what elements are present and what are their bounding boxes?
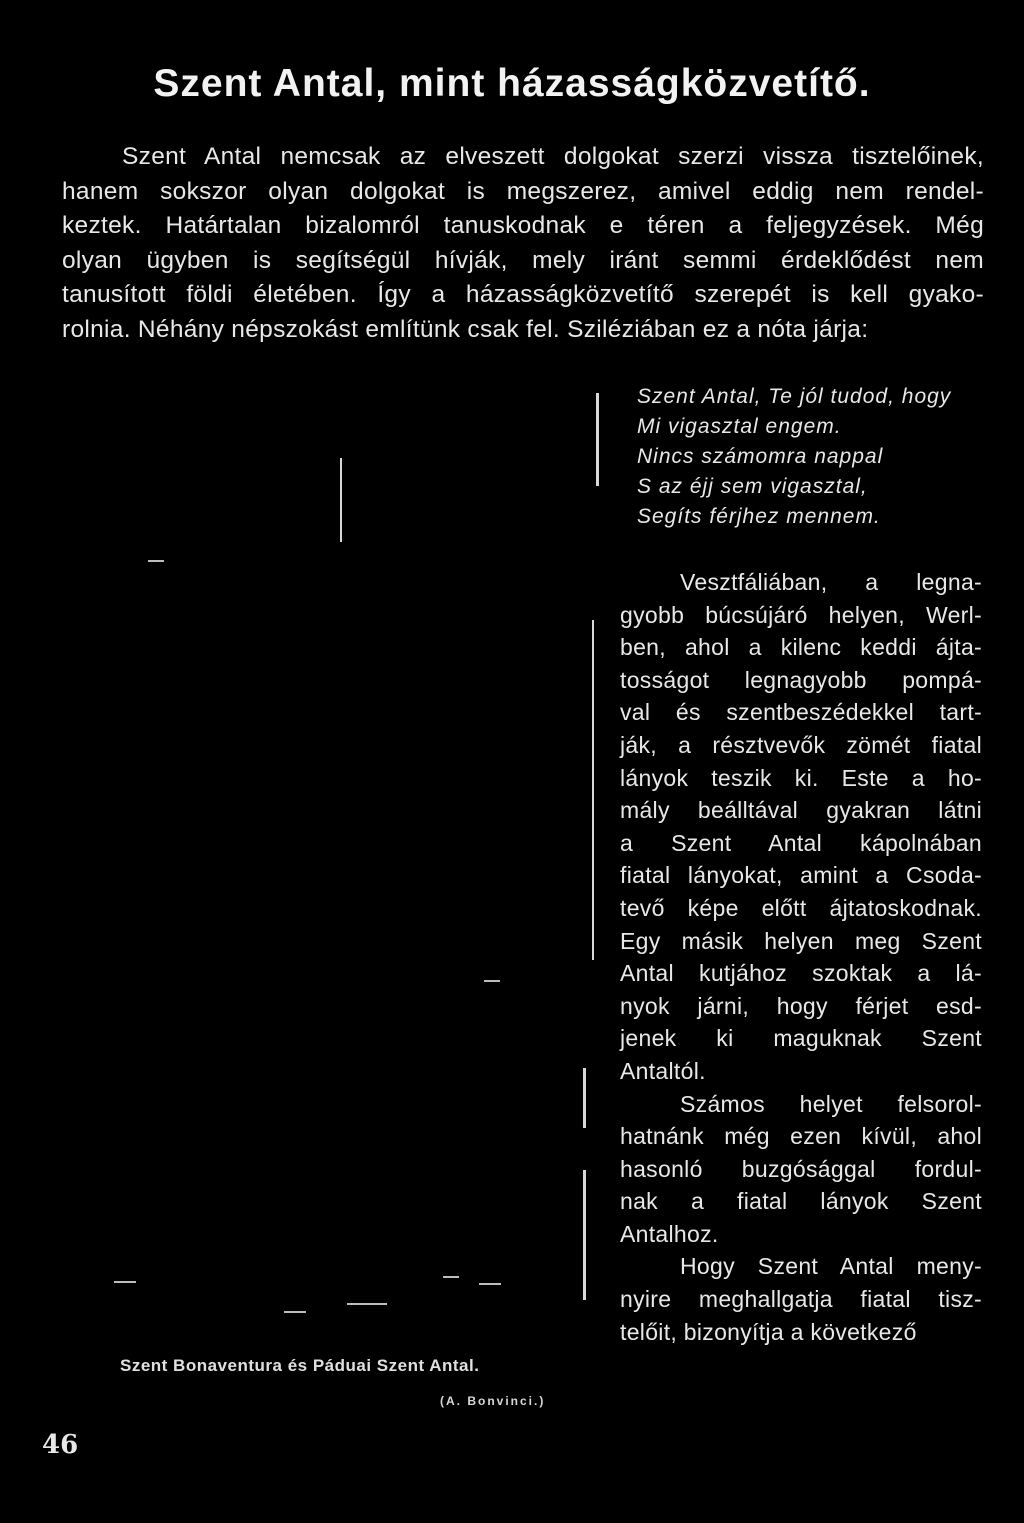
- poem-line: S az éjj sem vigasztal,: [637, 475, 868, 498]
- column-line: nyok járni, hogy férjet esd-: [620, 992, 982, 1019]
- image-credit: (A. Bonvinci.): [440, 1394, 546, 1408]
- column-line: Antaltól.: [620, 1057, 706, 1084]
- column-line: tevő képe előtt ájtatoskodnak.: [620, 894, 982, 921]
- column-divider-rule: [583, 1170, 586, 1300]
- column-line: hasonló buzgósággal fordul-: [620, 1155, 982, 1182]
- scan-mark: [484, 980, 500, 982]
- column-line: val és szentbeszédekkel tart-: [620, 699, 982, 726]
- column-line: Antalhoz.: [620, 1220, 719, 1247]
- column-line: mály beálltával gyakran látni: [620, 797, 982, 824]
- column-line: nak a fiatal lányok Szent: [620, 1188, 982, 1215]
- column-line: a Szent Antal kápolnában: [620, 829, 982, 856]
- page-number: 46: [42, 1430, 79, 1460]
- intro-line: rolnia. Néhány népszokást említünk csak fel. Sziléziában ez a nóta járja:: [62, 315, 869, 343]
- image-caption: Szent Bonaventura és Páduai Szent Antal.: [120, 1356, 480, 1375]
- column-line: jenek ki maguknak Szent: [620, 1025, 982, 1052]
- column-line: fiatal lányokat, amint a Csoda-: [620, 862, 982, 889]
- column-line: ják, a résztvevők zömét fiatal: [620, 731, 982, 758]
- column-line: hatnánk még ezen kívül, ahol: [620, 1123, 982, 1150]
- poem-line: Nincs számomra nappal: [637, 445, 884, 468]
- column-line: nyire meghallgatja fiatal tisz-: [620, 1286, 982, 1313]
- column-divider-rule: [340, 458, 342, 542]
- column-line: Vesztfáliában, a legna-: [680, 569, 982, 595]
- column-line: Hogy Szent Antal meny-: [680, 1253, 982, 1280]
- poem-verse: [637, 382, 951, 532]
- scan-mark: [479, 1283, 501, 1285]
- intro-paragraph: [62, 140, 984, 347]
- column-line: ben, ahol a kilenc keddi ájta-: [620, 634, 982, 661]
- scan-mark: [347, 1303, 387, 1305]
- scan-mark: [443, 1276, 459, 1278]
- column-divider-rule: [596, 393, 599, 486]
- column-divider-rule: [592, 620, 594, 960]
- scan-mark: [284, 1311, 306, 1313]
- scan-mark: [148, 560, 164, 562]
- poem-line: Szent Antal, Te jól tudod, hogy: [637, 385, 952, 408]
- column-line: gyobb búcsújáró helyen, Werl-: [620, 601, 982, 628]
- poem-line: Mi vigasztal engem.: [637, 415, 842, 438]
- intro-line: hanem sokszor olyan dolgokat is megszerez, amivel eddig nem rendel-: [62, 177, 984, 205]
- column-line: tosságot legnagyobb pompá-: [620, 666, 982, 693]
- column-divider-rule: [583, 1068, 586, 1128]
- column-line: Számos helyet felsorol-: [680, 1090, 982, 1117]
- column-line: lányok teszik ki. Este a ho-: [620, 764, 982, 791]
- column-line: Antal kutjához szoktak a lá-: [620, 960, 982, 987]
- intro-line: olyan ügyben is segítségül hívják, mely iránt semmi érdeklődést nem: [62, 246, 984, 274]
- scan-mark: [114, 1281, 136, 1283]
- column-line: telőit, bizonyítja a következő: [620, 1318, 917, 1345]
- column-line: Egy másik helyen meg Szent: [620, 927, 982, 954]
- intro-line: tanusított földi életében. Így a házasságközvetítő szerepét is kell gyako-: [62, 281, 984, 308]
- poem-line: Segíts férjhez mennem.: [637, 505, 881, 528]
- intro-line: Szent Antal nemcsak az elveszett dolgokat szerzi vissza tisztelőinek,: [122, 143, 984, 170]
- intro-line: keztek. Határtalan bizalomról tanuskodnak e téren a feljegyzések. Még: [62, 212, 984, 239]
- right-column-text: [620, 566, 982, 1348]
- article-title: Szent Antal, mint házasságközvetítő.: [153, 62, 871, 105]
